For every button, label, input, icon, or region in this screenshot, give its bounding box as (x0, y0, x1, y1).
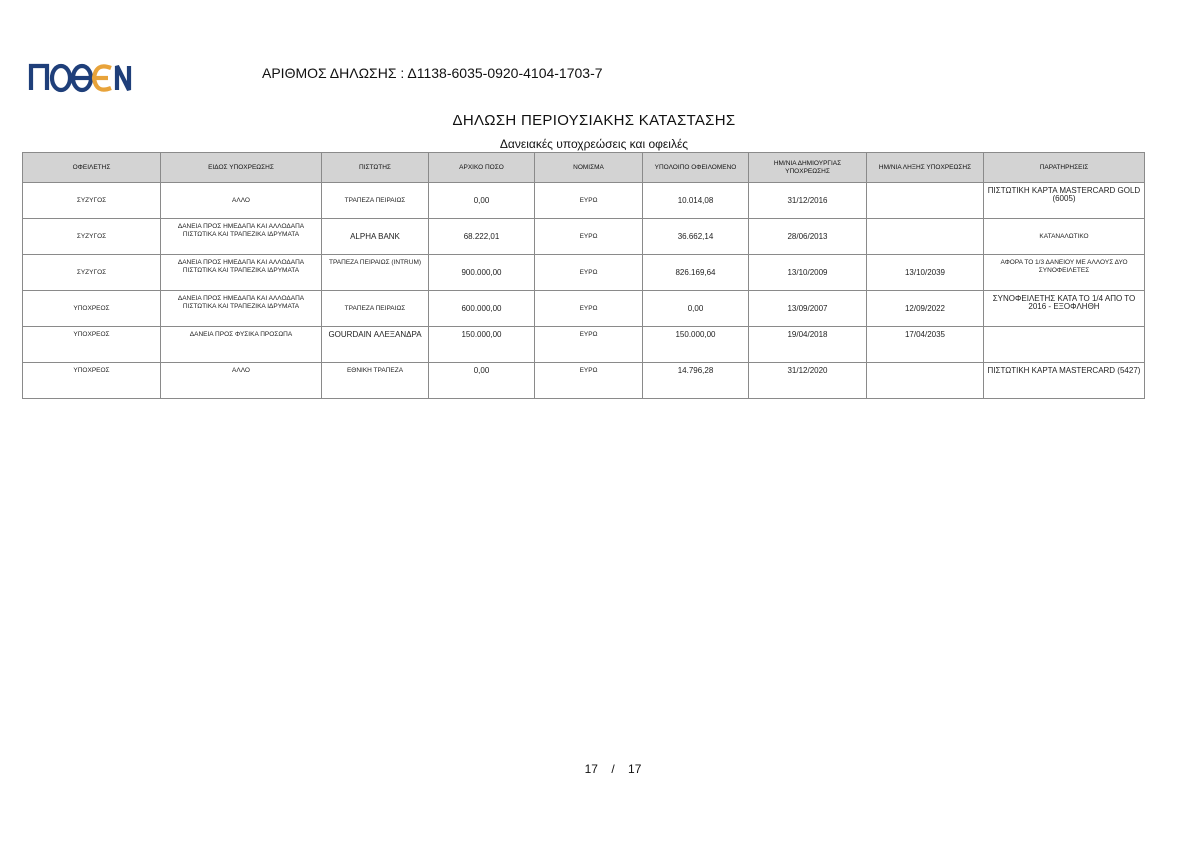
page-title: ΔΗΛΩΣΗ ΠΕΡΙΟΥΣΙΑΚΗΣ ΚΑΤΑΣΤΑΣΗΣ (452, 112, 736, 129)
cell-balance: 10.014,08 (643, 183, 749, 219)
cell-expiry-date (867, 219, 984, 255)
liabilities-table (22, 152, 1145, 399)
col-header-creation-date: ΗΜ/ΝΙΑ ΔΗΜΙΟΥΡΓΙΑΣ ΥΠΟΧΡΕΩΣΗΣ (749, 153, 867, 183)
cell-balance: 36.662,14 (643, 219, 749, 255)
cell-creditor: ΤΡΑΠΕΖΑ ΠΕΙΡΑΙΩΣ (322, 291, 429, 327)
page-total: 17 (628, 762, 642, 776)
cell-debtor: ΥΠΟΧΡΕΟΣ (23, 327, 161, 363)
col-header-balance: ΥΠΟΛΟΙΠΟ ΟΦΕΙΛΟΜΕΝΟ (643, 153, 749, 183)
cell-initial-amount: 900.000,00 (429, 255, 535, 291)
declaration-number (262, 65, 603, 81)
col-header-debtor: ΟΦΕΙΛΕΤΗΣ (23, 153, 161, 183)
declaration-value: Δ1138-6035-0920-4104-1703-7 (407, 65, 603, 81)
cell-liability-type: ΔΑΝΕΙΑ ΠΡΟΣ ΦΥΣΙΚΑ ΠΡΟΣΩΠΑ (161, 327, 322, 363)
cell-debtor: ΣΥΖΥΓΟΣ (23, 183, 161, 219)
table-row (23, 255, 1145, 291)
cell-initial-amount: 0,00 (429, 183, 535, 219)
cell-currency: ΕΥΡΩ (535, 255, 643, 291)
cell-creation-date: 31/12/2020 (749, 363, 867, 399)
cell-creation-date: 28/06/2013 (749, 219, 867, 255)
cell-currency: ΕΥΡΩ (535, 291, 643, 327)
cell-remarks (984, 327, 1145, 363)
cell-creation-date: 13/10/2009 (749, 255, 867, 291)
page-current: 17 (584, 762, 598, 776)
col-header-creditor: ΠΙΣΤΩΤΗΣ (322, 153, 429, 183)
cell-liability-type: ΑΛΛΟ (161, 183, 322, 219)
cell-creditor: ΤΡΑΠΕΖΑ ΠΕΙΡΑΙΩΣ (INTRUM) (322, 255, 429, 291)
table-row (23, 327, 1145, 363)
cell-balance: 0,00 (643, 291, 749, 327)
cell-currency: ΕΥΡΩ (535, 183, 643, 219)
cell-initial-amount: 600.000,00 (429, 291, 535, 327)
page-separator: / (611, 762, 615, 776)
cell-remarks: ΠΙΣΤΩΤΙΚΗ ΚΑΡΤΑ MASTERCARD GOLD (6005) (984, 183, 1145, 219)
cell-expiry-date: 13/10/2039 (867, 255, 984, 291)
cell-creditor: ΤΡΑΠΕΖΑ ΠΕΙΡΑΙΩΣ (322, 183, 429, 219)
cell-balance: 150.000,00 (643, 327, 749, 363)
pothen-logo (28, 60, 132, 94)
cell-balance: 826.169,64 (643, 255, 749, 291)
cell-expiry-date (867, 183, 984, 219)
cell-initial-amount: 0,00 (429, 363, 535, 399)
cell-debtor: ΣΥΖΥΓΟΣ (23, 255, 161, 291)
cell-creditor: GOURDAIN ΑΛΕΞΑΝΔΡΑ (322, 327, 429, 363)
cell-liability-type: ΑΛΛΟ (161, 363, 322, 399)
cell-expiry-date: 17/04/2035 (867, 327, 984, 363)
col-header-liability-type: ΕΙΔΟΣ ΥΠΟΧΡΕΩΣΗΣ (161, 153, 322, 183)
cell-remarks: ΠΙΣΤΩΤΙΚΗ ΚΑΡΤΑ MASTERCARD (5427) (984, 363, 1145, 399)
cell-remarks: ΑΦΟΡΑ ΤΟ 1/3 ΔΑΝΕΙΟΥ ΜΕ ΑΛΛΟΥΣ ΔΥΟ ΣΥΝΟΦΕΙΛΕΤΕΣ (984, 255, 1145, 291)
section-subtitle: Δανειακές υποχρεώσεις και οφειλές (499, 137, 689, 151)
col-header-initial-amount: ΑΡΧΙΚΟ ΠΟΣΟ (429, 153, 535, 183)
cell-expiry-date: 12/09/2022 (867, 291, 984, 327)
table-row (23, 219, 1145, 255)
table-row (23, 291, 1145, 327)
cell-liability-type: ΔΑΝΕΙΑ ΠΡΟΣ ΗΜΕΔΑΠΑ ΚΑΙ ΑΛΛΟΔΑΠΑ ΠΙΣΤΩΤΙΚΑ ΚΑΙ ΤΡΑΠΕΖΙΚΑ ΙΔΡΥΜΑΤΑ (161, 255, 322, 291)
cell-creditor: ALPHA BANK (322, 219, 429, 255)
cell-remarks: ΣΥΝΟΦΕΙΛΕΤΗΣ ΚΑΤΑ ΤΟ 1/4 ΑΠΟ ΤΟ 2016 - ΕΞΟΦΛΗΘΗ (984, 291, 1145, 327)
col-header-currency: ΝΟΜΙΣΜΑ (535, 153, 643, 183)
cell-debtor: ΥΠΟΧΡΕΟΣ (23, 363, 161, 399)
cell-expiry-date (867, 363, 984, 399)
cell-debtor: ΥΠΟΧΡΕΟΣ (23, 291, 161, 327)
cell-balance: 14.796,28 (643, 363, 749, 399)
cell-currency: ΕΥΡΩ (535, 363, 643, 399)
declaration-label: ΑΡΙΘΜΟΣ ΔΗΛΩΣΗΣ : (262, 65, 405, 81)
cell-initial-amount: 150.000,00 (429, 327, 535, 363)
cell-currency: ΕΥΡΩ (535, 327, 643, 363)
cell-creation-date: 13/09/2007 (749, 291, 867, 327)
cell-creditor: ΕΘΝΙΚΗ ΤΡΑΠΕΖΑ (322, 363, 429, 399)
cell-debtor: ΣΥΖΥΓΟΣ (23, 219, 161, 255)
col-header-remarks: ΠΑΡΑΤΗΡΗΣΕΙΣ (984, 153, 1145, 183)
page-number (0, 762, 1200, 776)
table-row (23, 183, 1145, 219)
table-row (23, 363, 1145, 399)
cell-creation-date: 19/04/2018 (749, 327, 867, 363)
cell-remarks: ΚΑΤΑΝΑΛΩΤΙΚΟ (984, 219, 1145, 255)
cell-creation-date: 31/12/2016 (749, 183, 867, 219)
table-header-row (23, 153, 1145, 183)
cell-currency: ΕΥΡΩ (535, 219, 643, 255)
cell-liability-type: ΔΑΝΕΙΑ ΠΡΟΣ ΗΜΕΔΑΠΑ ΚΑΙ ΑΛΛΟΔΑΠΑ ΠΙΣΤΩΤΙΚΑ ΚΑΙ ΤΡΑΠΕΖΙΚΑ ΙΔΡΥΜΑΤΑ (161, 219, 322, 255)
col-header-expiry-date: ΗΜ/ΝΙΑ ΛΗΞΗΣ ΥΠΟΧΡΕΩΣΗΣ (867, 153, 984, 183)
cell-liability-type: ΔΑΝΕΙΑ ΠΡΟΣ ΗΜΕΔΑΠΑ ΚΑΙ ΑΛΛΟΔΑΠΑ ΠΙΣΤΩΤΙΚΑ ΚΑΙ ΤΡΑΠΕΖΙΚΑ ΙΔΡΥΜΑΤΑ (161, 291, 322, 327)
cell-initial-amount: 68.222,01 (429, 219, 535, 255)
